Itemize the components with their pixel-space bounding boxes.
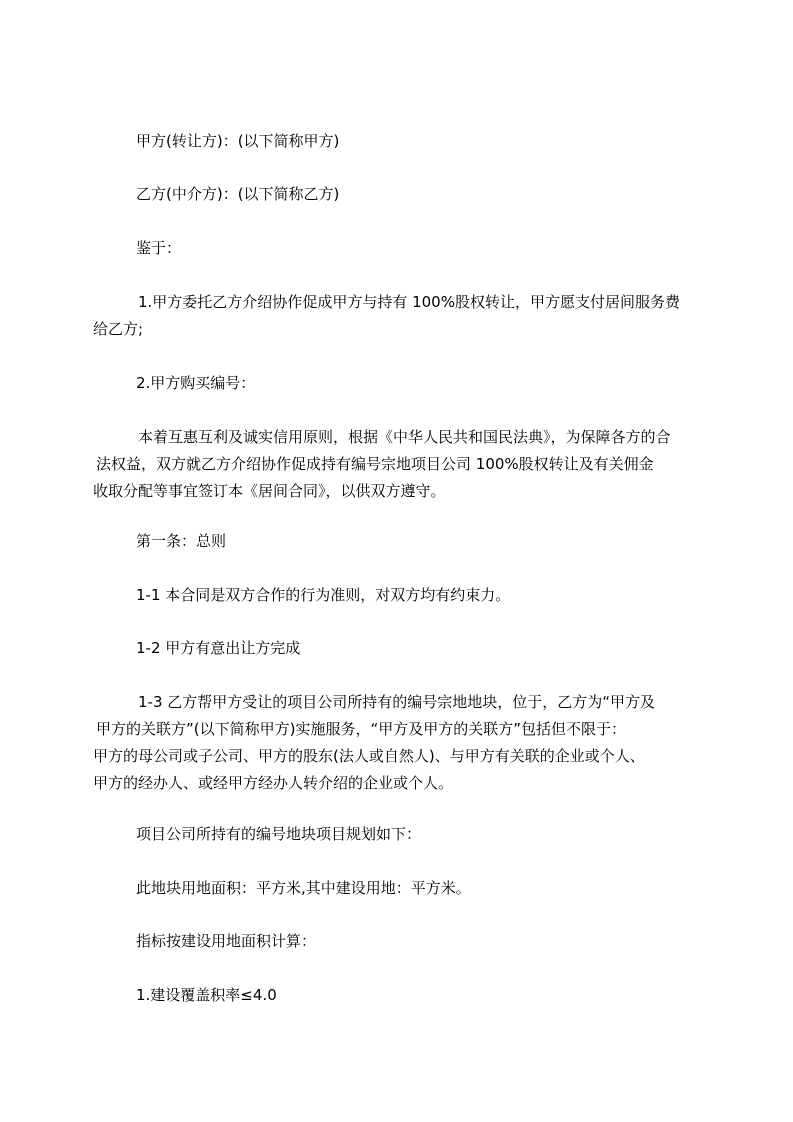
article-1-title: 第一条：总则 — [136, 532, 227, 550]
preamble-line-2: 法权益，双方就乙方介绍协作促成持有编号宗地项目公司 100%股权转让及有关佣金 — [96, 455, 654, 473]
clause-1-3-line-2: 甲方的关联方”(以下简称甲方)实施服务，“甲方及甲方的关联方”包括但不限于： — [96, 720, 627, 738]
index-basis-line: 指标按建设用地面积计算： — [136, 932, 317, 950]
clause-1-3-line-1: 1-3 乙方帮甲方受让的项目公司所持有的编号宗地地块，位于，乙方为“甲方及 — [138, 693, 656, 711]
clause-1-3-line-3: 甲方的母公司或子公司、甲方的股东(法人或自然人)、与甲方有关联的企业或个人、 — [93, 747, 645, 765]
item-1-line-2: 给乙方; — [93, 320, 144, 338]
clause-1-3-line-4: 甲方的经办人、或经甲方经办人转介绍的企业或个人。 — [93, 774, 454, 792]
item-1-line-1: 1.甲方委托乙方介绍协作促成甲方与持有 100%股权转让，甲方愿支付居间服务费 — [138, 293, 680, 311]
land-area-line: 此地块用地面积：平方米,其中建设用地：平方米。 — [136, 879, 471, 897]
clause-1-1: 1-1 本合同是双方合作的行为准则，对双方均有约束力。 — [136, 586, 511, 604]
party-b-line: 乙方(中介方)：(以下简称乙方) — [136, 185, 340, 203]
preamble-line-1: 本着互惠互利及诚实信用原则，根据《中华人民共和国民法典》，为保障各方的合 — [138, 428, 671, 446]
index-1-line: 1.建设覆盖积率≤4.0 — [136, 986, 277, 1004]
item-2-line: 2.甲方购买编号： — [136, 374, 256, 392]
preamble-line-3: 收取分配等事宜签订本《居间合同》，以供双方遵守。 — [93, 482, 446, 500]
whereas-heading: 鉴于： — [136, 239, 182, 257]
clause-1-2: 1-2 甲方有意出让方完成 — [136, 639, 301, 657]
plan-intro-line: 项目公司所持有的编号地块项目规划如下： — [136, 825, 422, 843]
party-a-line: 甲方(转让方)：(以下简称甲方) — [136, 132, 340, 150]
